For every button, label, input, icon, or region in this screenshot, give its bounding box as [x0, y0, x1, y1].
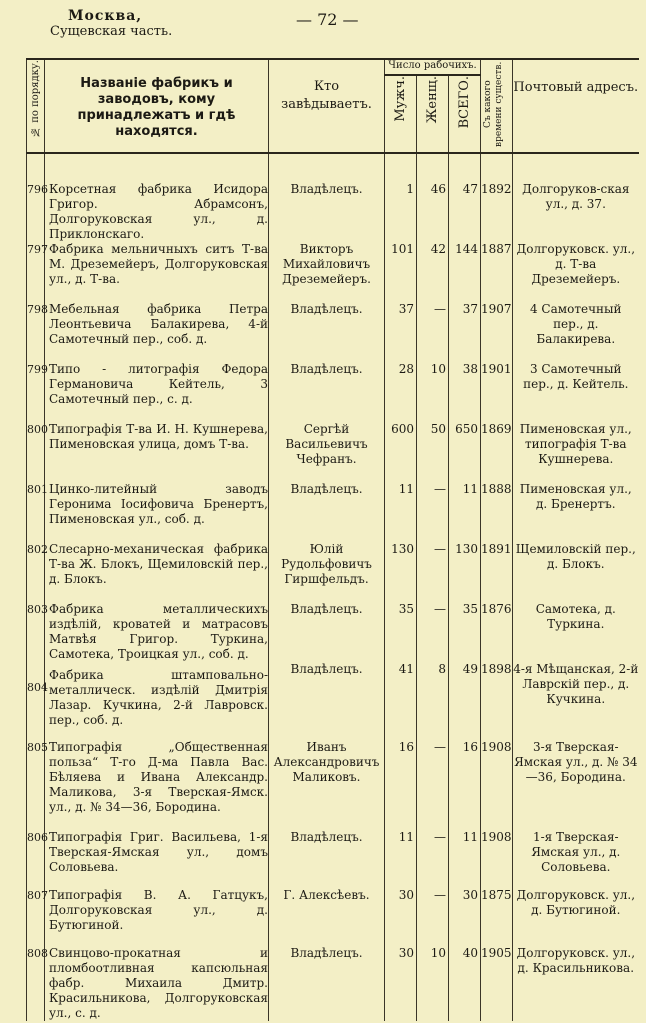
row-men: 28	[385, 362, 417, 422]
row-manager: Владѣлецъ.	[269, 302, 385, 362]
row-since: 1876	[481, 602, 513, 662]
row-address: 1-я Тверская-Ямская ул., д. Соловьева.	[513, 830, 639, 888]
row-women: —	[417, 830, 449, 888]
row-men: 101	[385, 242, 417, 302]
row-name: Фабрика металлическихъ издѣлій, кроватей и матрасовъ Матвѣя Григор. Туркина, Самотека, Троицкая ул., соб. д.	[45, 602, 269, 662]
row-women: 42	[417, 242, 449, 302]
col-name-header: Названіе фабрикъ и заводовъ, кому принадлежатъ и гдѣ находятся.	[45, 59, 269, 153]
row-since: 1907	[481, 302, 513, 362]
page-number: — 72 —	[296, 10, 359, 29]
table-row	[27, 422, 639, 482]
row-since: 1905	[481, 946, 513, 1021]
row-women: —	[417, 542, 449, 602]
row-men: 16	[385, 740, 417, 830]
row-address: 4-я Мѣщанская, 2-й Лаврскій пер., д. Кучкина.	[513, 662, 639, 740]
table-row	[27, 302, 639, 362]
row-since: 1908	[481, 830, 513, 888]
row-name: Типографія В. А. Гатцукъ, Долгоруковская ул., д. Бутюгиной.	[45, 888, 269, 946]
row-since: 1888	[481, 482, 513, 542]
col-women-header: Женщ.	[417, 75, 449, 153]
row-manager: Владѣлецъ.	[269, 830, 385, 888]
row-since: 1887	[481, 242, 513, 302]
row-address: 3 Самотечный пер., д. Кейтель.	[513, 362, 639, 422]
row-since: 1898	[481, 662, 513, 740]
row-total: 35	[449, 602, 481, 662]
row-manager: Владѣлецъ.	[269, 362, 385, 422]
table-row	[27, 542, 639, 602]
row-total: 144	[449, 242, 481, 302]
row-address: Долгоруков-ская ул., д. 37.	[513, 182, 639, 242]
row-number: 800	[27, 422, 45, 482]
row-total: 40	[449, 946, 481, 1021]
row-name: Типо - литографія Федора Германовича Кейтель, 3 Самотечный пер., с. д.	[45, 362, 269, 422]
row-since: 1892	[481, 182, 513, 242]
row-address: Долгоруковск. ул., д. Бутюгиной.	[513, 888, 639, 946]
row-men: 30	[385, 888, 417, 946]
row-since: 1869	[481, 422, 513, 482]
row-men: 30	[385, 946, 417, 1021]
row-number: 804	[27, 662, 45, 740]
table-row	[27, 888, 639, 946]
row-women: 50	[417, 422, 449, 482]
row-name: Слесарно-механическая фабрика Т-ва Ж. Блокъ, Щемиловскій пер., д. Блокъ.	[45, 542, 269, 602]
row-number: 803	[27, 602, 45, 662]
col-total-header: ВСЕГО.	[449, 75, 481, 153]
row-address: Долгоруковск. ул., д. Т-ва Дреземейеръ.	[513, 242, 639, 302]
col-number-header: № по порядку.	[27, 59, 45, 153]
row-women: —	[417, 302, 449, 362]
table-row	[27, 662, 639, 740]
row-men: 37	[385, 302, 417, 362]
row-address: Пименовская ул., д. Бренертъ.	[513, 482, 639, 542]
row-women: 10	[417, 362, 449, 422]
row-men: 130	[385, 542, 417, 602]
row-women: —	[417, 482, 449, 542]
row-women: —	[417, 888, 449, 946]
row-number: 799	[27, 362, 45, 422]
table-row	[27, 482, 639, 542]
row-men: 35	[385, 602, 417, 662]
row-total: 37	[449, 302, 481, 362]
row-since: 1901	[481, 362, 513, 422]
col-men-header: Мужч.	[385, 75, 417, 153]
row-address: Щемиловскій пер., д. Блокъ.	[513, 542, 639, 602]
table-row	[27, 946, 639, 1021]
row-number: 808	[27, 946, 45, 1021]
table-row	[27, 602, 639, 662]
row-women: 46	[417, 182, 449, 242]
row-manager: Владѣлецъ.	[269, 602, 385, 662]
row-total: 49	[449, 662, 481, 740]
row-total: 16	[449, 740, 481, 830]
row-men: 11	[385, 830, 417, 888]
row-number: 807	[27, 888, 45, 946]
row-name: Типографія Т-ва И. Н. Кушнерева, Пименовская улица, домъ Т-ва.	[45, 422, 269, 482]
row-number: 802	[27, 542, 45, 602]
row-manager: Юлій Рудольфовичъ Гиршфельдъ.	[269, 542, 385, 602]
row-number: 797	[27, 242, 45, 302]
row-number: 805	[27, 740, 45, 830]
table-row	[27, 182, 639, 242]
row-manager: Владѣлецъ.	[269, 482, 385, 542]
table-row	[27, 362, 639, 422]
col-address-header: Почтовый адресъ.	[513, 59, 639, 153]
row-name: Мебельная фабрика Петра Леонтьевича Балакирева, 4-й Самотечный пер., соб. д.	[45, 302, 269, 362]
col-workers-group-header: Число рабочихъ.	[385, 59, 481, 75]
header-city: Москва,	[68, 8, 143, 24]
row-total: 11	[449, 482, 481, 542]
table-row	[27, 830, 639, 888]
row-address: 3-я Тверская-Ямская ул., д. № 34—36, Бородина.	[513, 740, 639, 830]
row-men: 600	[385, 422, 417, 482]
row-total: 650	[449, 422, 481, 482]
row-women: —	[417, 602, 449, 662]
row-men: 11	[385, 482, 417, 542]
row-manager: Иванъ Александровичъ Маликовъ.	[269, 740, 385, 830]
header-part: Сущевская часть.	[50, 24, 173, 39]
row-total: 11	[449, 830, 481, 888]
row-number: 796	[27, 182, 45, 242]
row-women: —	[417, 740, 449, 830]
row-women: 8	[417, 662, 449, 740]
row-name: Свинцово-прокатная и пломбоотливная капсюльная фабр. Михаила Дмитр. Красильникова, Долгоруковская ул., с. д.	[45, 946, 269, 1021]
row-men: 41	[385, 662, 417, 740]
row-number: 801	[27, 482, 45, 542]
row-total: 30	[449, 888, 481, 946]
row-women: 10	[417, 946, 449, 1021]
table-row	[27, 740, 639, 830]
row-name: Цинко-литейный заводъ Геронима Іосифовича Бренертъ, Пименовская ул., соб. д.	[45, 482, 269, 542]
row-name: Корсетная фабрика Исидора Григор. Абрамсонъ, Долгоруковская ул., д. Приклонскаго.	[45, 182, 269, 242]
row-number: 806	[27, 830, 45, 888]
row-total: 47	[449, 182, 481, 242]
table-row	[27, 242, 639, 302]
row-name: Типографія Григ. Васильева, 1-я Тверская-Ямская ул., домъ Соловьева.	[45, 830, 269, 888]
row-manager: Владѣлецъ.	[269, 182, 385, 242]
col-manager-header: Кто завѣдываетъ.	[269, 59, 385, 153]
row-total: 38	[449, 362, 481, 422]
row-manager: Владѣлецъ.	[269, 662, 385, 740]
row-manager: Г. Алексѣевъ.	[269, 888, 385, 946]
row-since: 1908	[481, 740, 513, 830]
row-address: 4 Самотечный пер., д. Балакирева.	[513, 302, 639, 362]
row-manager: Викторъ Михайловичъ Дреземейеръ.	[269, 242, 385, 302]
row-manager: Владѣлецъ.	[269, 946, 385, 1021]
row-address: Долгоруковск. ул., д. Красильникова.	[513, 946, 639, 1021]
row-name: Типографія „Общественная польза“ Т-го Д-ма Павла Вас. Бѣляева и Ивана Александр. Маликова, 3-я Тверская-Ямск. ул., д. № 34—36, Бородина.	[45, 740, 269, 830]
row-since: 1875	[481, 888, 513, 946]
row-name: Фабрика штамповально-металлическ. издѣлій Дмитрія Лазар. Кучкина, 2-й Лавровск. пер., соб. д.	[45, 662, 269, 740]
row-number: 798	[27, 302, 45, 362]
row-address: Пименовская ул., типографія Т-ва Кушнерева.	[513, 422, 639, 482]
row-address: Самотека, д. Туркина.	[513, 602, 639, 662]
row-total: 130	[449, 542, 481, 602]
factory-table	[26, 58, 639, 1021]
row-since: 1891	[481, 542, 513, 602]
row-name: Фабрика мельничныхъ ситъ Т-ва М. Дреземейеръ, Долгоруковская ул., д. Т-ва.	[45, 242, 269, 302]
row-manager: Сергѣй Васильевичъ Чефранъ.	[269, 422, 385, 482]
row-men: 1	[385, 182, 417, 242]
col-since-header: Съ какого времени существ.	[481, 59, 513, 153]
